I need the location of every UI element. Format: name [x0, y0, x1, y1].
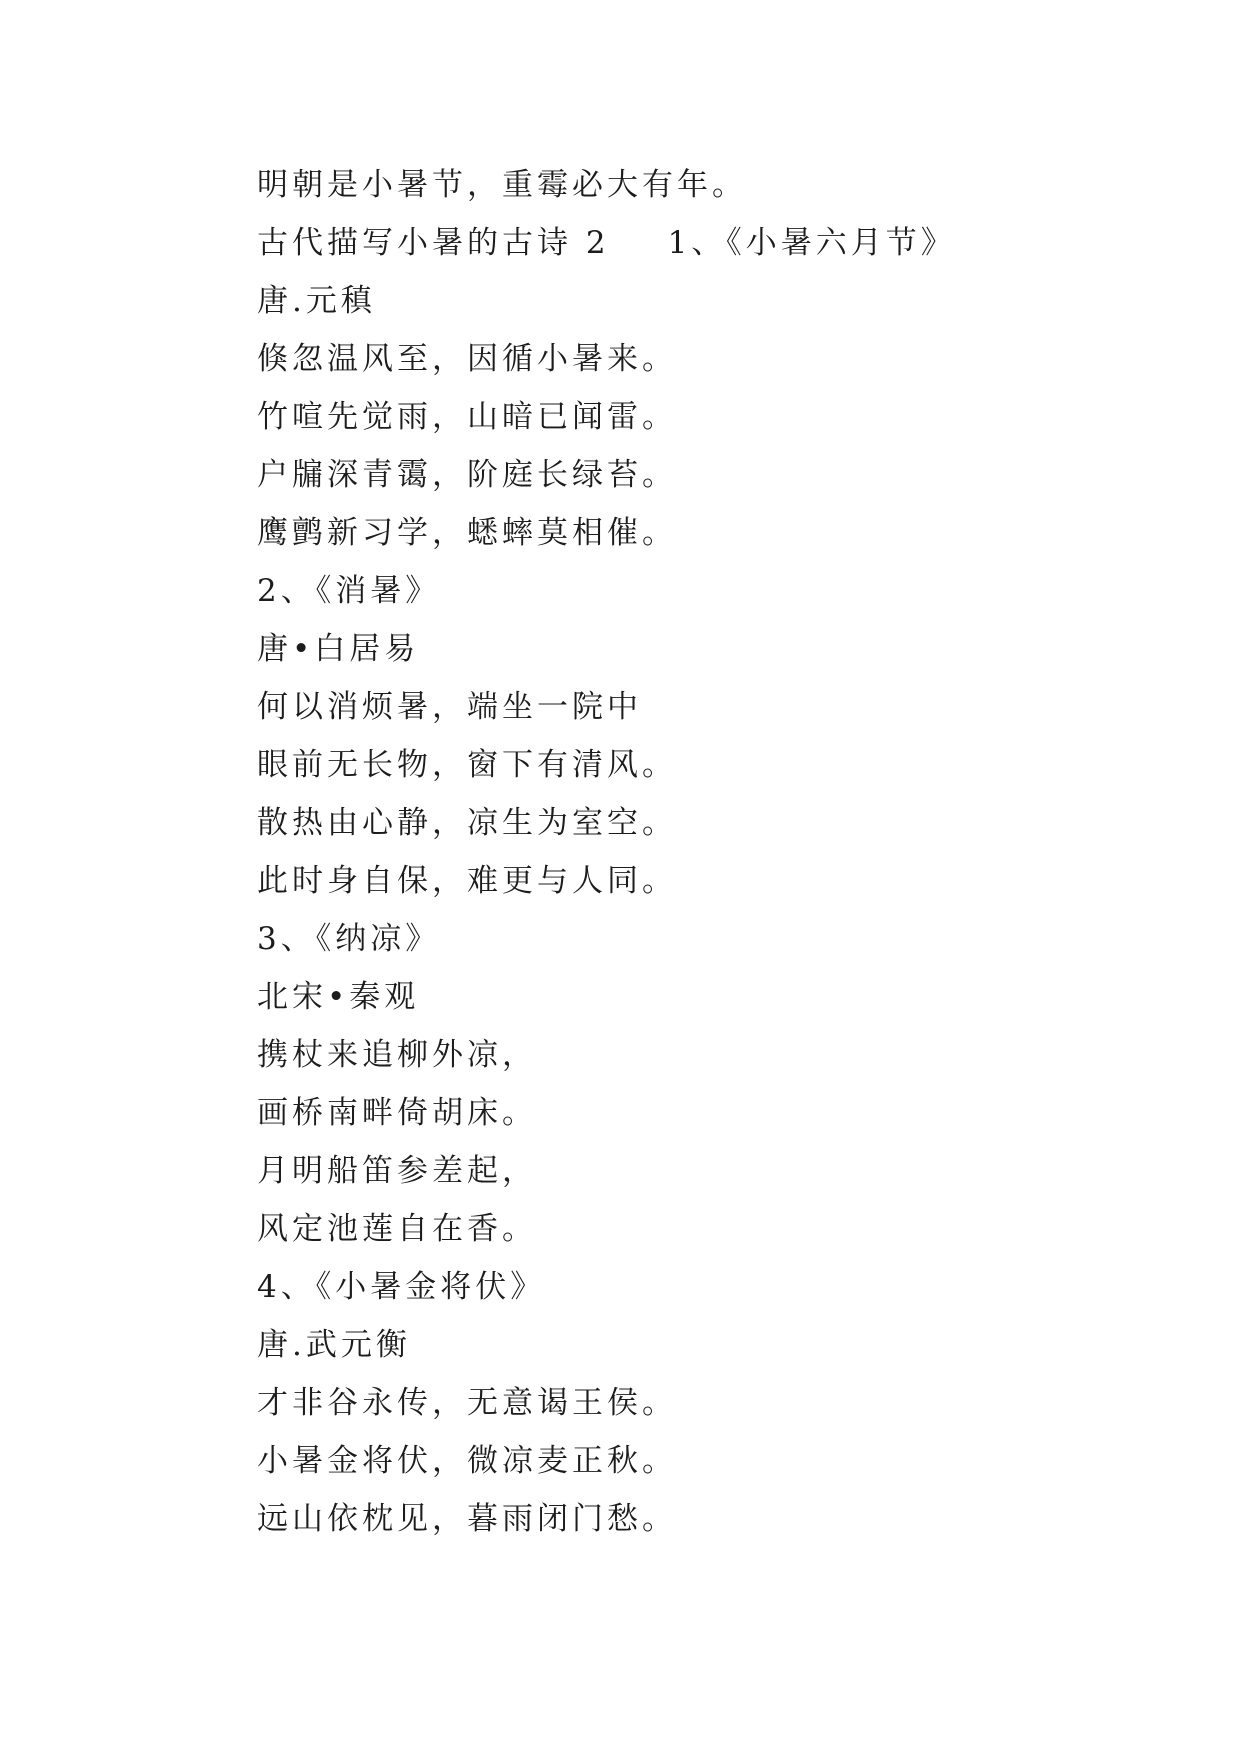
poem-title: 3、《纳凉》: [257, 921, 441, 957]
poem-author: 唐.元稹: [257, 283, 376, 319]
document-body: [257, 156, 1157, 1548]
poem-line: 画桥南畔倚胡床。: [257, 1095, 537, 1131]
poem-line: 月明船笛参差起，: [257, 1153, 537, 1189]
poem-line: 竹喧先觉雨，山暗已闻雷。: [257, 399, 677, 435]
poem-line: 才非谷永传，无意谒王侯。: [257, 1385, 677, 1421]
poem-line: 倏忽温风至，因循小暑来。: [257, 341, 677, 377]
poem-title: 4、《小暑金将伏》: [257, 1269, 546, 1305]
poem-author: 唐.武元衡: [257, 1327, 411, 1363]
poem-line: 此时身自保，难更与人同。: [257, 863, 677, 899]
poem-line: 携杖来追柳外凉，: [257, 1037, 537, 1073]
poem-author: 北宋•秦观: [257, 979, 420, 1015]
section-heading-line: [257, 214, 1157, 272]
poem-line: 风定池莲自在香。: [257, 1211, 537, 1247]
poem-line: 小暑金将伏，微凉麦正秋。: [257, 1443, 677, 1479]
poem-line: 何以消烦暑，端坐一院中: [257, 689, 642, 725]
poem-line: 鹰鹯新习学，蟋蟀莫相催。: [257, 515, 677, 551]
poem-title: 2、《消暑》: [257, 573, 441, 609]
poem-line: 户牖深青霭，阶庭长绿苔。: [257, 457, 677, 493]
poem-line: 散热由心静，凉生为室空。: [257, 805, 677, 841]
text-line: 明朝是小暑节，重霉必大有年。: [257, 167, 747, 203]
poem-line: 眼前无长物，窗下有清风。: [257, 747, 677, 783]
poem-line: 远山依枕见，暮雨闭门愁。: [257, 1501, 677, 1537]
poem-author: 唐•白居易: [257, 631, 420, 667]
section-heading: 古代描写小暑的古诗 2: [257, 225, 610, 261]
poem-title: 1、《小暑六月节》: [667, 225, 956, 261]
